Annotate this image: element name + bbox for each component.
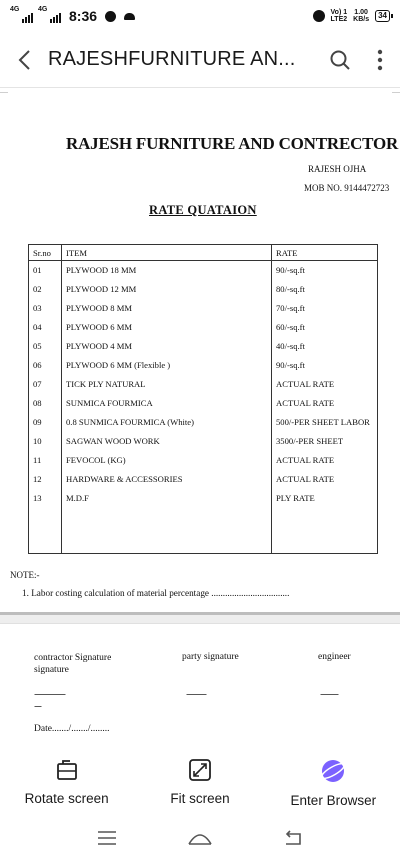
row-srno: 07: [29, 375, 62, 394]
row-rate: 90/-sq.ft: [272, 356, 378, 375]
row-item: PLYWOOD 4 MM: [62, 337, 272, 356]
net-top-label: Vo) 1: [330, 9, 348, 16]
search-icon: [329, 49, 351, 71]
company-name: RAJESH FURNITURE AND CONTRECTOR: [66, 134, 399, 153]
fit-screen-button[interactable]: [133, 748, 266, 816]
row-item: HARDWARE & ACCESSORIES: [62, 470, 272, 489]
signal-icon: [38, 6, 61, 23]
row-item: PLYWOOD 6 MM: [62, 318, 272, 337]
row-item: SAGWAN WOOD WORK: [62, 432, 272, 451]
row-item: PLYWOOD 8 MM: [62, 299, 272, 318]
browser-planet-icon: [320, 758, 346, 784]
more-vert-icon: [377, 49, 383, 71]
row-srno: 11: [29, 451, 62, 470]
row-srno: 09: [29, 413, 62, 432]
document-title: RAJESHFURNITURE AN...: [48, 48, 296, 70]
row-srno: 01: [29, 261, 62, 280]
table-header-row: [29, 245, 378, 261]
table-row: [29, 470, 378, 489]
empty-cell: [62, 508, 272, 554]
row-item: 0.8 SUNMICA FOURMICA (White): [62, 413, 272, 432]
page-separator: [0, 612, 400, 624]
table-row: [29, 337, 378, 356]
speed-value: 1.00: [354, 9, 368, 16]
network-speed: [353, 9, 369, 23]
table-row: [29, 356, 378, 375]
header-item: ITEM: [62, 245, 272, 261]
clock: 8:36: [69, 8, 98, 24]
home-icon: [187, 830, 213, 846]
row-srno: 13: [29, 489, 62, 508]
system-nav-bar: [0, 816, 400, 859]
table-row: [29, 413, 378, 432]
mobile-number: MOB NO. 9144472723: [304, 183, 390, 193]
date-line: Date......./......./........: [34, 724, 110, 734]
contractor-signature-line1: contractor Signature: [34, 653, 112, 663]
sim2-label: 4G: [38, 6, 48, 13]
speed-unit: KB/s: [353, 16, 370, 23]
row-srno: 06: [29, 356, 62, 375]
messenger-icon: [105, 11, 116, 22]
party-signature-label: party signature: [182, 652, 239, 662]
page-corner-mark: [0, 92, 8, 100]
row-rate: 60/-sq.ft: [272, 318, 378, 337]
alarm-icon: [313, 10, 325, 22]
cloud-icon: [124, 13, 135, 20]
party-dots: ....................: [186, 688, 206, 697]
status-left: [10, 8, 135, 24]
table-row: [29, 432, 378, 451]
row-item: PLYWOOD 12 MM: [62, 280, 272, 299]
page-corner-mark: [392, 92, 400, 100]
engineer-dots: ..................: [320, 688, 338, 697]
empty-cell: [29, 508, 62, 554]
row-item: SUNMICA FOURMICA: [62, 394, 272, 413]
header-rate: RATE: [272, 245, 378, 261]
row-srno: 03: [29, 299, 62, 318]
rotate-screen-icon: [55, 758, 79, 782]
owner-name: RAJESH OJHA: [308, 164, 367, 174]
back-arrow-icon: [17, 49, 31, 71]
enter-browser-label: Enter Browser: [290, 793, 377, 808]
battery-icon: 34: [375, 10, 390, 22]
contractor-dots: ...............................: [34, 688, 65, 697]
row-item: M.D.F: [62, 489, 272, 508]
row-rate: 80/-sq.ft: [272, 280, 378, 299]
header-srno: Sr.no: [29, 245, 62, 261]
empty-cell: [272, 508, 378, 554]
table-row: [29, 394, 378, 413]
contractor-signature-label: [34, 652, 111, 676]
table-row: [29, 375, 378, 394]
note-label: NOTE:-: [10, 570, 40, 580]
table-empty-row: [29, 508, 378, 554]
rotate-screen-label: Rotate screen: [24, 791, 109, 806]
table-row: [29, 299, 378, 318]
enter-browser-button[interactable]: [267, 748, 400, 816]
row-rate: ACTUAL RATE: [272, 451, 378, 470]
quotation-title: RATE QUATAION: [149, 203, 257, 217]
row-item: PLYWOOD 18 MM: [62, 261, 272, 280]
status-right: [313, 9, 390, 23]
net-bottom-label: LTE2: [330, 16, 348, 23]
back-nav-button[interactable]: [273, 820, 313, 856]
row-rate: 90/-sq.ft: [272, 261, 378, 280]
contractor-signature-line2: signature: [34, 665, 69, 675]
row-rate: PLY RATE: [272, 489, 378, 508]
fit-screen-label: Fit screen: [170, 791, 230, 806]
table-row: [29, 451, 378, 470]
menu-nav-button[interactable]: [87, 820, 127, 856]
more-options-button[interactable]: [360, 32, 400, 88]
row-srno: 02: [29, 280, 62, 299]
note-item-1: 1. Labor costing calculation of material percentage ..................................: [22, 588, 290, 598]
search-button[interactable]: [320, 32, 360, 88]
row-item: TICK PLY NATURAL: [62, 375, 272, 394]
document-page: [10, 96, 399, 616]
sim1-label: 4G: [10, 6, 20, 13]
back-nav-icon: [282, 830, 304, 846]
table-row: [29, 261, 378, 280]
rotate-screen-button[interactable]: [0, 748, 133, 816]
document-page-2: [10, 626, 390, 746]
rate-table: [28, 244, 378, 554]
signal-icon: [10, 6, 33, 23]
row-rate: ACTUAL RATE: [272, 470, 378, 489]
row-srno: 08: [29, 394, 62, 413]
back-button[interactable]: [0, 32, 48, 88]
home-nav-button[interactable]: [180, 820, 220, 856]
network-type: [331, 9, 348, 23]
engineer-label: engineer: [318, 652, 351, 662]
row-rate: 3500/-PER SHEET: [272, 432, 378, 451]
contractor-dots-2: .......: [34, 700, 41, 709]
row-srno: 12: [29, 470, 62, 489]
fit-screen-icon: [188, 758, 212, 782]
row-rate: ACTUAL RATE: [272, 394, 378, 413]
row-srno: 04: [29, 318, 62, 337]
row-rate: 500/-PER SHEET LABOR: [272, 413, 378, 432]
row-item: FEVOCOL (KG): [62, 451, 272, 470]
table-row: [29, 280, 378, 299]
table-row: [29, 318, 378, 337]
row-srno: 05: [29, 337, 62, 356]
row-item: PLYWOOD 6 MM (Flexible ): [62, 356, 272, 375]
menu-icon: [97, 831, 117, 845]
row-rate: ACTUAL RATE: [272, 375, 378, 394]
table-row: [29, 489, 378, 508]
status-bar: [0, 0, 400, 32]
bottom-action-bar: [0, 748, 400, 816]
row-rate: 40/-sq.ft: [272, 337, 378, 356]
row-rate: 70/-sq.ft: [272, 299, 378, 318]
row-srno: 10: [29, 432, 62, 451]
app-bar: [0, 32, 400, 88]
